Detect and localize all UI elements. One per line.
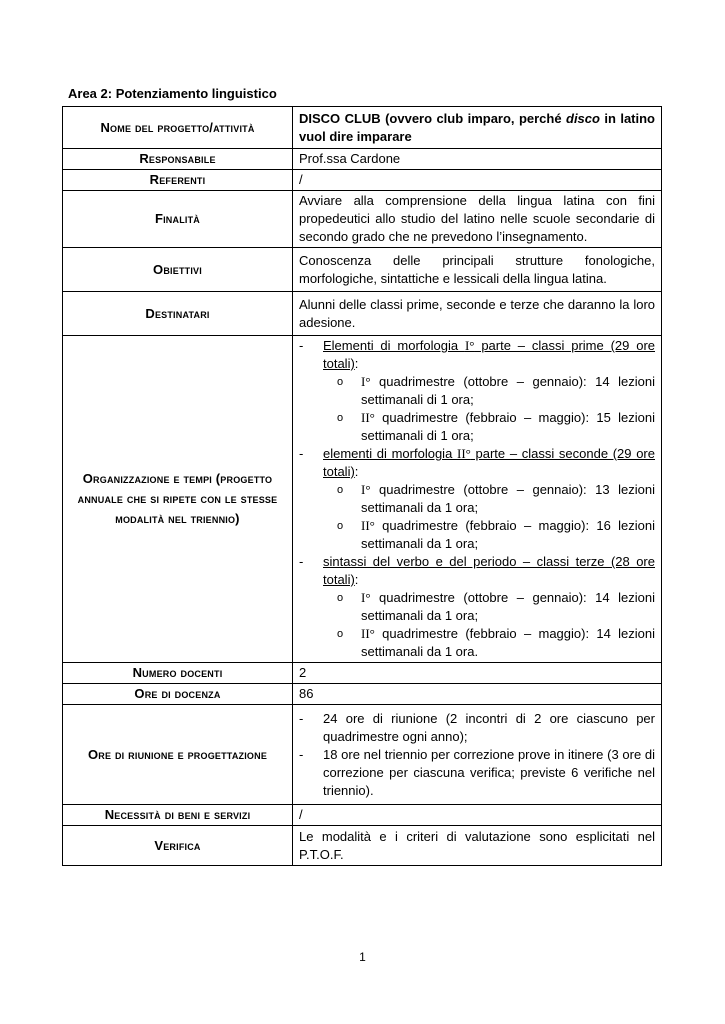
value-verifica: Le modalità e i criteri di valutazione sono esplicitati nel P.T.O.F.	[293, 826, 662, 866]
org-item-text	[323, 553, 655, 589]
org-item-colon: :	[354, 356, 359, 371]
org-item-underlined	[323, 338, 655, 371]
org-subitem-body: quadrimestre (febbraio – maggio): 15 lezioni settimanali di 1 ora;	[361, 410, 655, 443]
riunione-item-text: 18 ore nel triennio per correzione prove in itinere (3 ore di correzione per ciascuna verifica; previste 6 verifiche nel triennio).	[323, 746, 655, 798]
org-item-text	[323, 337, 655, 373]
bullet-marker: o	[337, 412, 344, 424]
dash-marker: -	[299, 710, 304, 726]
org-item	[299, 337, 655, 373]
label-obiettivi: Obiettivi	[63, 248, 293, 292]
page-number: 1	[359, 950, 366, 964]
label-destinatari: Destinatari	[63, 292, 293, 336]
label-referenti: Referenti	[63, 170, 293, 191]
row-ore-riunione	[63, 705, 662, 805]
org-item-underlined	[323, 554, 655, 587]
row-finalita	[63, 191, 662, 248]
label-finalita: Finalità	[63, 191, 293, 248]
label-ore-docenza: Ore di docenza	[63, 684, 293, 705]
org-subitem	[299, 409, 655, 445]
row-verifica	[63, 826, 662, 866]
value-referenti: /	[293, 170, 662, 191]
org-subitem-text	[361, 409, 655, 445]
row-nome	[63, 107, 662, 149]
org-subitem	[299, 373, 655, 409]
bullet-marker: o	[337, 520, 344, 532]
org-subitem-body: quadrimestre (ottobre – gennaio): 14 lezioni settimanali di 1 ora;	[361, 374, 655, 407]
value-responsabile: Prof.ssa Cardone	[293, 149, 662, 170]
label-necessita: Necessità di beni e servizi	[63, 805, 293, 826]
org-item-underlined	[323, 446, 655, 479]
org-item	[299, 553, 655, 589]
row-destinatari	[63, 292, 662, 336]
org-subitem-roman: II°	[361, 626, 375, 641]
label-nome: Nome del progetto/attività	[63, 107, 293, 149]
riunione-item	[299, 746, 655, 800]
org-subitem-text	[361, 517, 655, 553]
label-organizzazione	[63, 336, 293, 663]
value-numero-docenti: 2	[293, 663, 662, 684]
project-table	[62, 106, 662, 866]
label-ore-riunione: Ore di riunione e progettazione	[63, 705, 293, 805]
project-title	[293, 107, 662, 149]
bullet-marker: o	[337, 592, 344, 604]
org-subitem-body: quadrimestre (ottobre – gennaio): 14 lezioni settimanali da 1 ora;	[361, 590, 655, 623]
label-responsabile: Responsabile	[63, 149, 293, 170]
row-referenti	[63, 170, 662, 191]
row-responsabile	[63, 149, 662, 170]
org-subitem-roman: I°	[361, 590, 371, 605]
org-subitem-roman: II°	[361, 518, 375, 533]
org-subitem-body: quadrimestre (febbraio – maggio): 16 lezioni settimanali da 1 ora;	[361, 518, 655, 551]
org-item-text	[323, 445, 655, 481]
org-item-roman: I°	[464, 338, 475, 353]
label-organizzazione-text: Organizzazione e tempi (progetto annuale che si ripete con le stesse modalità nel triennio)	[77, 471, 278, 526]
row-organizzazione	[63, 336, 662, 663]
org-subitem	[299, 625, 655, 661]
org-item-pre: Elementi di morfologia	[323, 338, 465, 353]
org-subitem-roman: II°	[361, 410, 375, 425]
org-subitem-text	[361, 589, 655, 625]
label-verifica: Verifica	[63, 826, 293, 866]
org-subitem-body: quadrimestre (febbraio – maggio): 14 lezioni settimanali da 1 ora.	[361, 626, 655, 659]
dash-marker: -	[299, 338, 304, 353]
org-item-roman: II°	[456, 446, 471, 461]
org-subitem-text	[361, 625, 655, 661]
org-subitem-text	[361, 481, 655, 517]
org-subitem	[299, 481, 655, 517]
value-finalita: Avviare alla comprensione della lingua latina con fini propedeutici allo studio del latino nelle scuole secondarie di secondo grado che ne prevedono l’insegnamento.	[293, 191, 662, 248]
org-subitem	[299, 517, 655, 553]
value-ore-riunione	[293, 705, 662, 805]
org-item	[299, 445, 655, 481]
org-subitem-roman: I°	[361, 374, 371, 389]
org-item-colon: :	[354, 464, 359, 479]
org-subitem-text	[361, 373, 655, 409]
row-necessita	[63, 805, 662, 826]
riunione-item	[299, 710, 655, 746]
org-item-pre: elementi di morfologia	[323, 446, 457, 461]
project-title-part-a: DISCO CLUB (ovvero club imparo, perché	[299, 110, 566, 126]
value-ore-docenza: 86	[293, 684, 662, 705]
org-item-post: parte – classi seconde (29 ore totali)	[323, 446, 655, 479]
org-subitem-body: quadrimestre (ottobre – gennaio): 13 lezioni settimanali da 1 ora;	[361, 482, 655, 515]
row-ore-docenza	[63, 684, 662, 705]
riunione-item-text: 24 ore di riunione (2 incontri di 2 ore ciascuno per quadrimestre ogni anno);	[323, 710, 655, 744]
row-numero-docenti	[63, 663, 662, 684]
org-item-colon: :	[354, 572, 359, 587]
org-item-pre: sintassi del verbo e del periodo – classi terze (28 ore totali)	[323, 554, 655, 587]
area-heading: Area 2: Potenziamento linguistico	[68, 86, 277, 101]
bullet-marker: o	[337, 376, 344, 388]
project-title-part-b: in latino vuol dire imparare	[299, 110, 655, 144]
bullet-marker: o	[337, 628, 344, 640]
bullet-marker: o	[337, 484, 344, 496]
dash-marker: -	[299, 446, 304, 461]
row-obiettivi	[63, 248, 662, 292]
dash-marker: -	[299, 554, 304, 569]
value-organizzazione	[293, 336, 662, 663]
org-subitem	[299, 589, 655, 625]
value-obiettivi: Conoscenza delle principali strutture fonologiche, morfologiche, sintattiche e lessicali della lingua latina.	[293, 248, 662, 292]
project-title-emphasis: disco	[566, 110, 600, 126]
value-destinatari: Alunni delle classi prime, seconde e terze che daranno la loro adesione.	[293, 292, 662, 336]
label-numero-docenti: Numero docenti	[63, 663, 293, 684]
dash-marker: -	[299, 746, 304, 762]
value-necessita: /	[293, 805, 662, 826]
org-subitem-roman: I°	[361, 482, 371, 497]
org-item-post: parte – classi prime (29 ore totali)	[323, 338, 655, 371]
